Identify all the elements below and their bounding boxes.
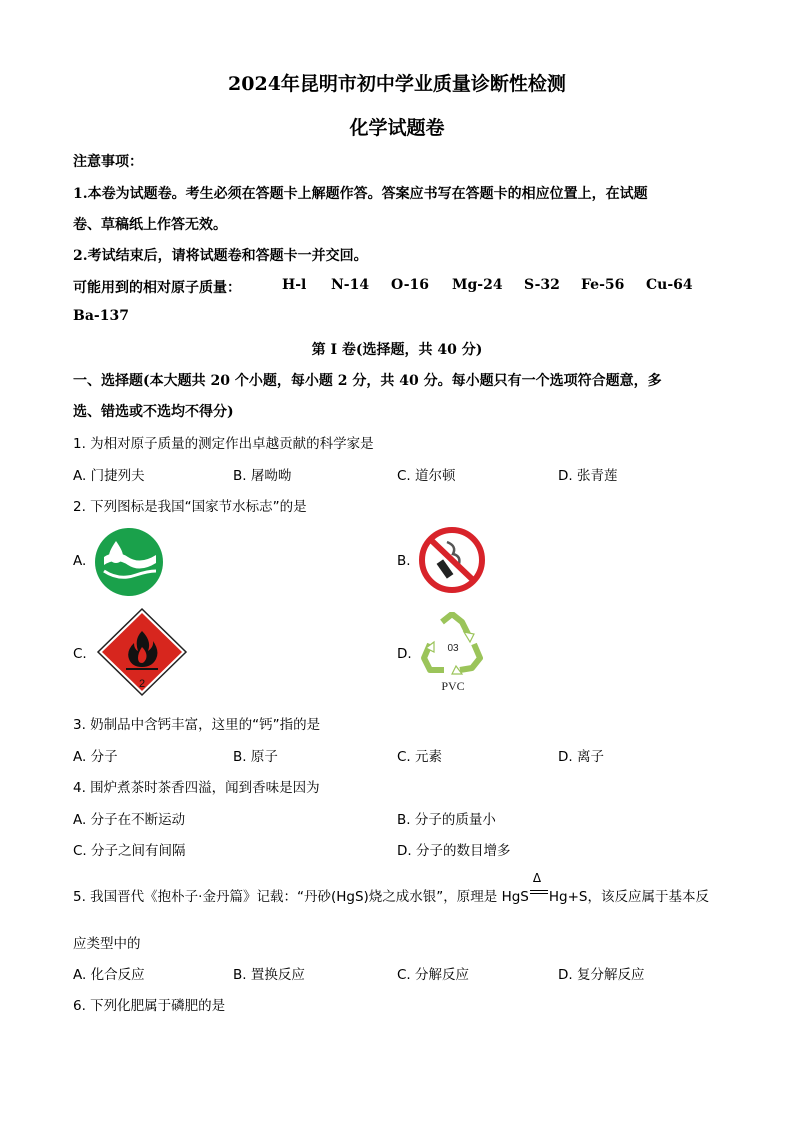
recycle-caption: PVC xyxy=(441,679,465,692)
q2-label-b: B. xyxy=(397,553,411,569)
q5-option-c: C. 分解反应 xyxy=(397,967,470,983)
q3-option-d: D. 离子 xyxy=(558,749,604,765)
q1-option-b: B. 屠呦呦 xyxy=(233,468,292,484)
q4-option-a: A. 分子在不断运动 xyxy=(73,812,186,828)
q4-option-b: B. 分子的质量小 xyxy=(397,812,496,828)
notice-item1-line2: 卷、草稿纸上作答无效。 xyxy=(73,217,227,233)
recycle-code: 03 xyxy=(447,643,459,654)
q5-reaction-arrow xyxy=(529,871,549,901)
question-4-stem: 4. 围炉煮茶时茶香四溢，闻到香味是因为 xyxy=(73,780,320,796)
water-saving-icon xyxy=(94,527,164,597)
question-2-stem: 2. 下列图标是我国“国家节水标志”的是 xyxy=(73,499,307,515)
atomic-mass-item: H-l xyxy=(282,277,307,293)
flammable-hazard-icon xyxy=(96,607,188,697)
q3-option-c: C. 元素 xyxy=(397,749,443,765)
atomic-mass-item-ba: Ba-137 xyxy=(73,308,129,324)
atomic-mass-item: Fe-56 xyxy=(581,277,625,293)
question-3-stem: 3. 奶制品中含钙丰富，这里的“钙”指的是 xyxy=(73,717,321,733)
q2-label-a: A. xyxy=(73,553,87,569)
recycle-pvc-icon xyxy=(416,612,488,692)
page-title: 2024年昆明市初中学业质量诊断性检测 xyxy=(228,73,566,95)
atomic-mass-line xyxy=(73,277,723,297)
no-smoking-icon xyxy=(417,526,487,594)
q5-option-b: B. 置换反应 xyxy=(233,967,305,983)
question-5-stem-line1 xyxy=(73,871,709,905)
section-instructions-line2: 选、错选或不选均不得分) xyxy=(73,404,234,420)
atomic-mass-item: N-14 xyxy=(331,277,370,293)
q5-heat-condition: Δ xyxy=(532,871,542,885)
atomic-mass-item: Cu-64 xyxy=(646,277,693,293)
question-6-stem: 6. 下列化肥属于磷肥的是 xyxy=(73,998,226,1014)
section-title: 第 I 卷(选择题，共 40 分) xyxy=(311,342,483,358)
notice-item1-line1: 1.本卷为试题卷。考生必须在答题卡上解题作答。答案应书写在答题卡的相应位置上，在试题 xyxy=(73,186,648,202)
notice-item2: 2.考试结束后，请将试题卷和答题卡一并交回。 xyxy=(73,248,368,264)
atomic-mass-label: 可能用到的相对原子质量： xyxy=(73,280,241,296)
q3-option-b: B. 原子 xyxy=(233,749,278,765)
section-instructions-line1: 一、选择题(本大题共 20 个小题，每小题 2 分，共 40 分。每小题只有一个选项符合题意，多 xyxy=(73,373,662,389)
q2-label-c: C. xyxy=(73,646,87,662)
notice-heading: 注意事项： xyxy=(73,154,143,170)
q5-option-d: D. 复分解反应 xyxy=(558,967,645,983)
atomic-mass-item: S-32 xyxy=(524,277,560,293)
question-5-stem-line2: 应类型中的 xyxy=(73,936,141,952)
atomic-mass-item: Mg-24 xyxy=(452,277,503,293)
q4-option-c: C. 分子之间有间隔 xyxy=(73,843,186,859)
q3-option-a: A. 分子 xyxy=(73,749,118,765)
q1-option-c: C. 道尔顿 xyxy=(397,468,456,484)
page-subtitle: 化学试题卷 xyxy=(349,117,445,139)
q5-stem-part2: Hg+S，该反应属于基本反 xyxy=(548,889,709,905)
q1-option-a: A. 门捷列夫 xyxy=(73,468,145,484)
atomic-mass-item: O-16 xyxy=(391,277,430,293)
q5-option-a: A. 化合反应 xyxy=(73,967,145,983)
question-1-stem: 1. 为相对原子质量的测定作出卓越贡献的科学家是 xyxy=(73,436,374,452)
q2-label-d: D. xyxy=(397,646,412,662)
q5-stem-part1: 5. 我国晋代《抱朴子·金丹篇》记载：“丹砂(HgS)烧之成水银”，原理是 HgS xyxy=(73,889,529,905)
q4-option-d: D. 分子的数目增多 xyxy=(397,843,511,859)
flammable-class-number: 2 xyxy=(138,678,146,690)
q1-option-d: D. 张青莲 xyxy=(558,468,618,484)
